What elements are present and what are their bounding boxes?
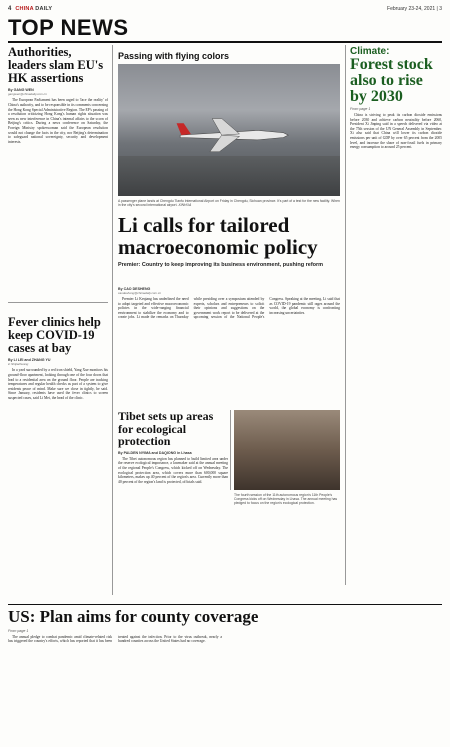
article-body bbox=[8, 368, 108, 400]
photo-title bbox=[118, 52, 340, 62]
article-byline: By PALDEN NYIMA and DAQIONG in Lhasa bbox=[118, 450, 192, 455]
photo-credit: XINHUA bbox=[178, 203, 192, 208]
article-paragraph: China is striving to peak its carbon dioxide emissions before 2030 and achieve carbon neutrality before 2060, President Xi Jinping said in a speech delivered via video at the 75th session of the UN General Assembly in September. Xi also said that China will lower its carbon dioxide emissions per unit of GDP by over 65 percent from the 2005 level, and increase the share of non-fossil fuels in primary energy consumption to around 25 percent. bbox=[350, 113, 442, 150]
runway bbox=[118, 156, 340, 196]
from-page: From page 1 bbox=[350, 107, 371, 111]
article-paragraph: In a yard surrounded by a red iron shield, Yang Xue monitors his ground-floor apartment, looking through one of the four doors that lead to a residential area on the ground floor. People are tracking temperatures and regular health checks as part of a system to give residents peace of mind. Make sure we close in tightly, he said. Since January, residents have used the fever clinics to screen suspected cases, said Li Mei, the head of the clinic. bbox=[8, 368, 108, 400]
article-paragraph: The Tibet autonomous region has planned to build limited area under the reserve ecological importance, a lawmaker said at the annual meeting of the regional People's Congress, which kicked off on Wednesday. The ecological protection area, which covers more than 600,000 square kilometers, makes up 40 percent of the region's area. Currently more than 40 percent of the region's land is protected, officials said. bbox=[118, 456, 228, 484]
from-page: From page 1 bbox=[8, 628, 29, 633]
main-subhead-block bbox=[118, 262, 340, 284]
article-headline: Authorities, leaders slam EU's HK assertions bbox=[8, 46, 104, 86]
article-li bbox=[118, 287, 340, 407]
article-body bbox=[8, 98, 108, 144]
climate-label: Climate: bbox=[350, 46, 390, 57]
article-climate bbox=[350, 46, 442, 606]
column-divider bbox=[112, 45, 113, 595]
main-headline: Li calls for tailored macroeconomic policy bbox=[118, 214, 318, 260]
article-byline bbox=[118, 287, 340, 295]
article-body bbox=[118, 457, 228, 485]
article-tibet bbox=[118, 410, 228, 598]
article-fever bbox=[8, 316, 108, 596]
masthead bbox=[8, 4, 442, 14]
article-hk bbox=[8, 46, 108, 296]
article-headline: Fever clinics help keep COVID-19 cases at bay bbox=[8, 316, 101, 356]
column-divider bbox=[345, 45, 346, 585]
byline-email: gangwen@chinadaily.com.cn bbox=[8, 92, 47, 97]
article-byline bbox=[8, 88, 108, 96]
byline-location: in Shijiazhuang bbox=[8, 362, 29, 367]
airport-photo bbox=[118, 64, 340, 196]
edition-date: February 23-24, 2021 | 3 bbox=[387, 6, 442, 12]
airplane-icon bbox=[167, 109, 300, 157]
article-paragraph: The European Parliament has been urged to 'face the reality' of China's authority, and to be responsible in its comments concerning the Hong Kong Special Administrative Region. The EP's passing of a resolution criticizing Hong Kong's human rights situation was seen as new interference in China's internal affairs to the scorn of Beijing's critics. During a news conference on Saturday, the Foreign Ministry spokeswoman said the European resolution would not change the facts in the city, nor Beijing's determination to safeguard national sovereignty, security and development interests. bbox=[8, 98, 108, 144]
main-headline-block bbox=[118, 214, 340, 262]
section-rule bbox=[8, 41, 442, 43]
page-number: 4 bbox=[8, 6, 12, 12]
photo-caption bbox=[118, 199, 340, 207]
article-body bbox=[350, 113, 442, 150]
article-byline bbox=[8, 358, 108, 366]
byline-name: By GANG WEN bbox=[8, 88, 34, 93]
main-subhead: Premier: Country to keep improving its business environment, pushing reform bbox=[118, 262, 324, 268]
congress-photo bbox=[234, 410, 340, 490]
article-body bbox=[8, 635, 442, 644]
article-us bbox=[8, 608, 442, 740]
article-body bbox=[118, 297, 340, 320]
caption-text: A passenger plane lands at Chengdu Tianfu International Airport on Friday in Chengdu, Sichuan province. It's part of a test for the new facility. When in the city's second international airport. bbox=[118, 199, 340, 208]
byline-email: caodesheng@chinadaily.com.cn bbox=[118, 291, 162, 295]
byline-name: By LI LEI and ZHANG YU bbox=[8, 358, 51, 363]
byline-name: By CAO DESHENG bbox=[118, 287, 151, 291]
article-headline: Forest stock also to rise by 2030 bbox=[350, 56, 433, 105]
logo-suffix: DAILY bbox=[35, 6, 53, 12]
bottom-rule bbox=[8, 604, 442, 605]
section-title: TOP NEWS bbox=[8, 15, 129, 40]
photo-title-text: Passing with flying colors bbox=[118, 52, 230, 61]
logo-prefix: CHINA bbox=[15, 6, 34, 12]
article-paragraph: The annual pledge to combat pandemic amid climate-related risk has triggered the country's efforts, which has reported that it has been treated against the infection. Prior to the virus outbreak, nearly a hundred counties across the United States had no coverage. bbox=[8, 634, 222, 644]
article-headline: Tibet sets up areas for ecological protection bbox=[118, 410, 214, 449]
photo-caption: The fourth session of the 11th autonomous region's 11th People's Congress kicks off on Wednesday in Lhasa. The annual meeting has pledged to focus on the region's ecological protection. bbox=[234, 493, 338, 506]
article-headline: US: Plan aims for county coverage bbox=[8, 608, 259, 626]
column-divider bbox=[230, 410, 231, 490]
newspaper-logo bbox=[15, 6, 52, 12]
article-paragraph: Premier Li Keqiang has underlined the need to adopt targeted and effective macroeconomic policies in the wide-ranging financial environment to stabilize the economy and to create jobs. Li made the remarks on Thursday while presiding over a symposium attended by experts, scholars and entrepreneurs to solicit their opinions and suggestions on the government work report to be delivered at the upcoming session of the National People's Congress. Speaking at the meeting, Li said that as COVID-19 pandemic still rages around the world, the global economy is confronting increasing uncertainties. bbox=[118, 297, 340, 320]
